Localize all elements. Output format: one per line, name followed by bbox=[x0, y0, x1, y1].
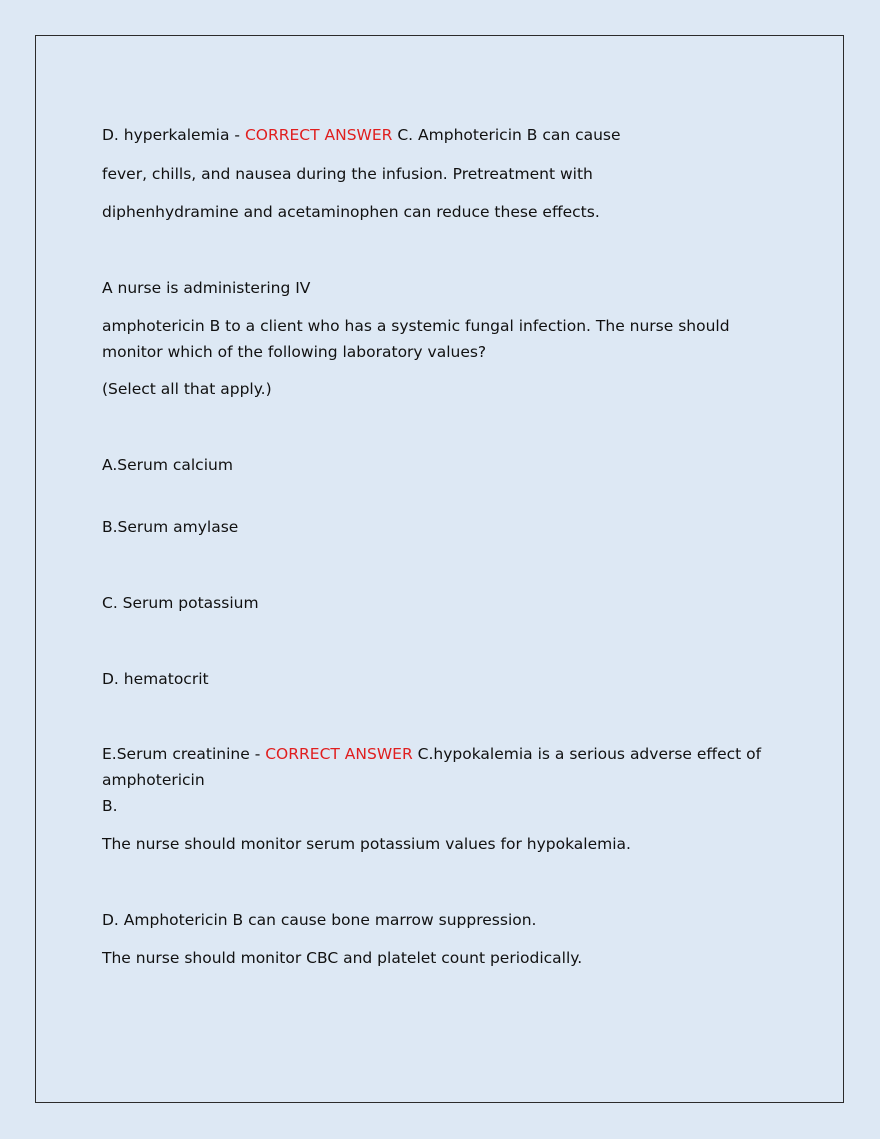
option-b: B.Serum amylase bbox=[102, 518, 239, 536]
option-e-rationale: C.hypokalemia is a serious adverse effect of amphotericin bbox=[102, 745, 762, 789]
question-line-2: amphotericin B to a client who has a systemic fungal infection. The nurse should monitor which of the following laboratory values? bbox=[102, 317, 730, 361]
option-e-answer bbox=[102, 741, 762, 793]
answer-line-2: fever, chills, and nausea during the infusion. Pretreatment with bbox=[102, 165, 593, 183]
rationale-potassium: The nurse should monitor serum potassium values for hypokalemia. bbox=[102, 835, 631, 853]
rationale-cbc: The nurse should monitor CBC and platelet count periodically. bbox=[102, 949, 583, 967]
rationale-d-line: D. Amphotericin B can cause bone marrow suppression. bbox=[102, 911, 537, 929]
answer-rationale-start: C. Amphotericin B can cause bbox=[392, 126, 621, 144]
rationale-b-line: B. bbox=[102, 797, 118, 815]
option-e-prefix: E.Serum creatinine - bbox=[102, 745, 266, 763]
option-c: C. Serum potassium bbox=[102, 594, 259, 612]
question-line-1: A nurse is administering IV bbox=[102, 279, 311, 297]
correct-answer-label: CORRECT ANSWER bbox=[244, 126, 393, 144]
page-border bbox=[35, 35, 844, 1103]
correct-answer-label: CORRECT ANSWER bbox=[265, 745, 413, 763]
answer-prefix: D. hyperkalemia - bbox=[102, 126, 245, 144]
question-instruction: (Select all that apply.) bbox=[102, 380, 272, 398]
answer-line-3: diphenhydramine and acetaminophen can reduce these effects. bbox=[102, 203, 600, 221]
option-a: A.Serum calcium bbox=[102, 456, 233, 474]
option-d: D. hematocrit bbox=[102, 670, 209, 688]
answer-line-1 bbox=[102, 122, 762, 148]
